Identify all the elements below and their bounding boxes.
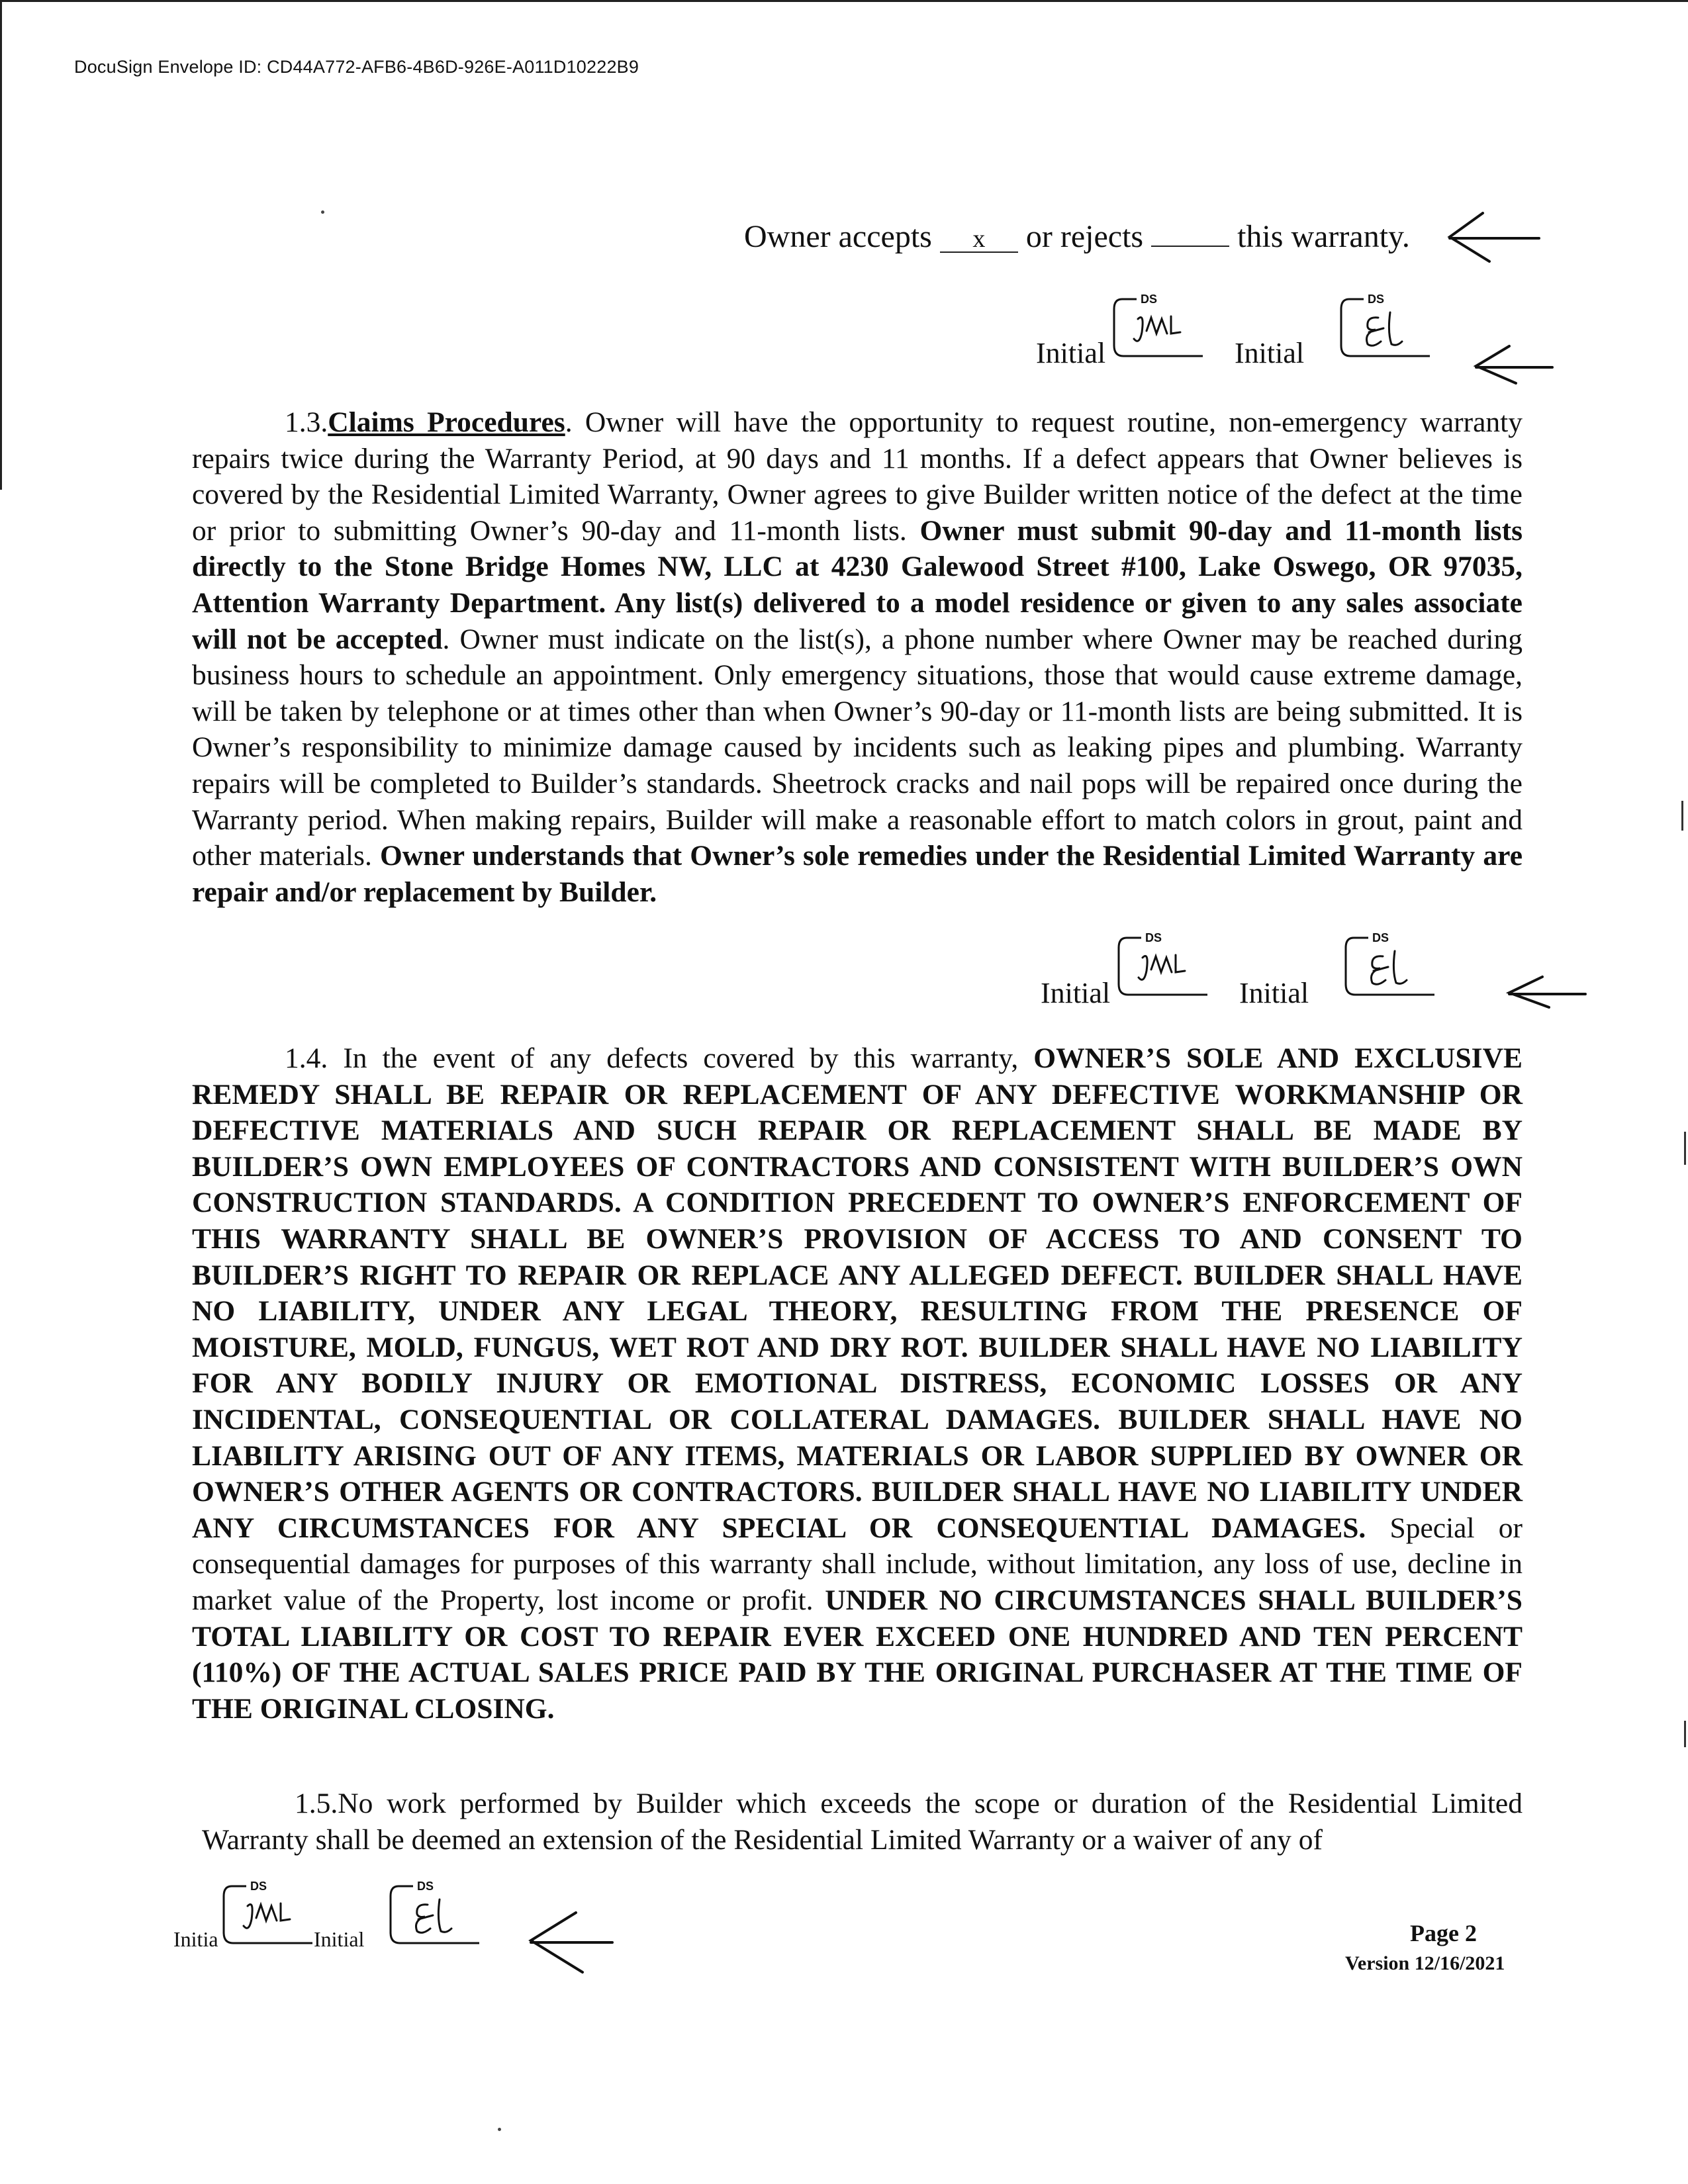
initial-label: Initial bbox=[1036, 337, 1106, 369]
arrow-left-icon bbox=[1470, 341, 1556, 387]
arrow-left-icon bbox=[523, 1906, 616, 1979]
docusign-initial-box[interactable] bbox=[1337, 293, 1436, 359]
acceptance-line bbox=[744, 218, 1410, 255]
docusign-initial-box[interactable] bbox=[1115, 931, 1214, 997]
section-number: 1.5. bbox=[295, 1788, 338, 1819]
left-border-line bbox=[0, 0, 2, 490]
ds-tag: DS bbox=[1141, 293, 1158, 306]
docusign-envelope-id: DocuSign Envelope ID: CD44A772-AFB6-4B6D-926E-A011D10222B9 bbox=[74, 57, 639, 77]
arrow-left-icon bbox=[1443, 205, 1542, 265]
section-number: 1.4. bbox=[285, 1042, 328, 1074]
scan-mark bbox=[1681, 801, 1683, 831]
initial-label-clipped: Initia bbox=[173, 1927, 218, 1951]
ds-tag: DS bbox=[1145, 931, 1162, 944]
paragraph-text: . Owner will have the opportunity to request routine, non-emergency warranty repairs twice during the Warranty Period, at 90 days and 11 months. If a defect appears that Owner believes is covered by the Residential Limited Warranty, Owner agrees to give Builder written notice of the defect at the time or prior to submitting Owner’s 90-day and 11-month lists. bbox=[192, 406, 1523, 547]
accept-blank[interactable]: x bbox=[940, 226, 1018, 253]
version-date: Version 12/16/2021 bbox=[1345, 1952, 1505, 1974]
ds-tag: DS bbox=[250, 1880, 267, 1893]
initial-label: Initial bbox=[1239, 977, 1309, 1009]
reject-text: or rejects bbox=[1025, 219, 1144, 254]
paragraph-bold-text: OWNER’S SOLE AND EXCLUSIVE REMEDY SHALL BE REPAIR OR REPLACEMENT OF ANY DEFECTIVE WORKMANSHIP OR DEFECTIVE MATERIALS AND SUCH REPAIR OR REPLACEMENT SHALL BE MADE BY BUILDER’S OWN EMPLOYEES OF CONTRACTORS AND CONSISTENT WITH BUILDER’S OWN CONSTRUCTION STANDARDS. A CONDITION PRECEDENT TO OWNER’S ENFORCEMENT OF THIS WARRANTY SHALL BE OWNER’S PROVISION OF ACCESS TO AND CONSENT TO BUILDER’S RIGHT TO REPAIR OR REPLACE ANY ALLEGED DEFECT. BUILDER SHALL HAVE NO LIABILITY, UNDER ANY LEGAL THEORY, RESULTING FROM THE PRESENCE OF MOISTURE, MOLD, FUNGUS, WET ROT AND DRY ROT. BUILDER SHALL HAVE NO LIABILITY FOR ANY BODILY INJURY OR EMOTIONAL DISTRESS, ECONOMIC LOSSES OR ANY INCIDENTAL, CONSEQUENTIAL OR COLLATERAL DAMAGES. BUILDER SHALL HAVE NO LIABILITY ARISING OUT OF ANY ITEMS, MATERIALS OR LABOR SUPPLIED BY OWNER OR OWNER’S OTHER AGENTS OR CONTRACTORS. BUILDER SHALL HAVE NO LIABILITY UNDER ANY CIRCUMSTANCES FOR ANY SPECIAL OR CONSEQUENTIAL DAMAGES. bbox=[192, 1042, 1523, 1544]
paragraph-text: No work performed by Builder which exceeds the scope or duration of the Residential Limited Warranty shall be deemed an extension of the Residential Limited Warranty or a waiver of any of bbox=[202, 1788, 1523, 1856]
paragraph-text: In the event of any defects covered by this warranty, bbox=[343, 1042, 1034, 1074]
accept-prefix: Owner accepts bbox=[744, 219, 932, 254]
initial-label: Initial bbox=[1235, 337, 1305, 369]
paragraph-bold-text: UNDER NO CIRCUMSTANCES SHALL BUILDER’S TOTAL LIABILITY OR COST TO REPAIR EVER EXCEED ONE HUNDRED AND TEN PERCENT (110%) OF THE ACTUAL SALES PRICE PAID BY THE ORIGINAL PURCHASER AT THE TIME OF THE ORIGINAL CLOSING. bbox=[192, 1584, 1523, 1725]
scan-speck bbox=[321, 210, 324, 214]
paragraph-text: Special or consequential damages for purposes of this warranty shall include, without limitation, any loss of use, decline in market value of the Property, lost income or profit. bbox=[192, 1512, 1523, 1616]
ds-tag: DS bbox=[1372, 931, 1389, 944]
arrow-left-icon bbox=[1503, 973, 1589, 1013]
accept-suffix: this warranty. bbox=[1237, 219, 1410, 254]
reject-blank[interactable] bbox=[1151, 246, 1229, 247]
section-number: 1.3. bbox=[285, 406, 328, 438]
section-1-3 bbox=[192, 404, 1523, 910]
ds-tag: DS bbox=[417, 1880, 434, 1893]
section-1-4 bbox=[192, 1040, 1523, 1727]
scan-speck bbox=[498, 2128, 501, 2131]
top-border-line bbox=[0, 0, 1688, 2]
section-heading: Claims Procedures bbox=[328, 406, 565, 438]
section-1-5 bbox=[202, 1786, 1523, 1858]
docusign-initial-box[interactable] bbox=[1110, 293, 1209, 359]
ds-tag: DS bbox=[1368, 293, 1385, 306]
docusign-initial-box[interactable] bbox=[220, 1880, 319, 1946]
page-number: Page 2 bbox=[1410, 1920, 1477, 1946]
initial-label: Initial bbox=[314, 1927, 365, 1951]
docusign-initial-box[interactable] bbox=[1342, 931, 1441, 997]
paragraph-text: . Owner must indicate on the list(s), a phone number where Owner may be reached during business hours to schedule an appointment. Only emergency situations, those that would cause extreme damage, will be taken by telephone or at times other than when Owner’s 90-day or 11-month lists are being submitted. It is Owner’s responsibility to minimize damage caused by incidents such as leaking pipes and plumbing. Warranty repairs will be completed to Builder’s standards. Sheetrock cracks and nail pops will be repaired once during the Warranty period. When making repairs, Builder will make a reasonable effort to match colors in grout, paint and other materials. bbox=[192, 623, 1523, 872]
paragraph-bold-text: Owner must submit 90-day and 11-month lists directly to the Stone Bridge Homes NW, LLC at 4230 Galewood Street #100, Lake Oswego, OR 97035, Attention Warranty Department. Any list(s) delivered to a model residence or given to any sales associate will not be accepted bbox=[192, 514, 1523, 655]
docusign-initial-box[interactable] bbox=[387, 1880, 486, 1946]
scan-mark bbox=[1684, 1721, 1686, 1747]
scan-mark bbox=[1684, 1132, 1686, 1165]
initial-label: Initial bbox=[1041, 977, 1111, 1009]
paragraph-bold-text: Owner understands that Owner’s sole remedies under the Residential Limited Warranty are repair and/or replacement by Builder. bbox=[192, 840, 1523, 908]
